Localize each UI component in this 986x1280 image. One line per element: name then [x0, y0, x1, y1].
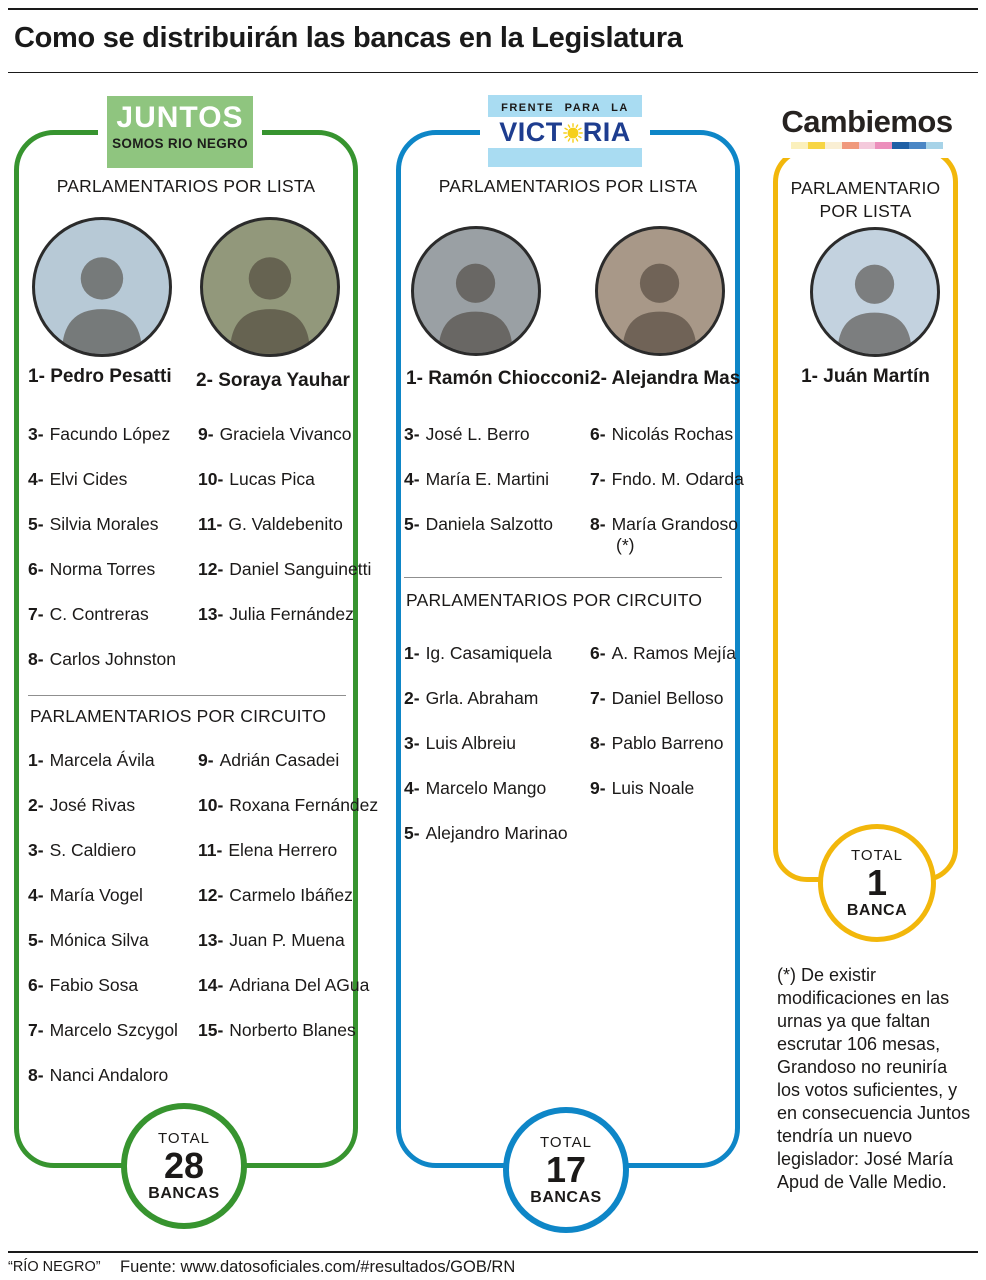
- title-rule: [8, 72, 978, 73]
- fpv-logo-word-right: RIA: [582, 117, 631, 147]
- legislator-entry: [28, 885, 198, 930]
- juntos-circuito-list: [28, 750, 378, 1110]
- legislator-entry: [404, 424, 590, 469]
- sun-icon: [563, 123, 583, 143]
- legislator-entry: [590, 643, 736, 688]
- legislator-number: 8-: [590, 733, 606, 753]
- legislator-entry: [28, 514, 198, 559]
- legislator-entry: [28, 469, 198, 514]
- legislator-name: Carmelo Ibáñez: [229, 885, 353, 905]
- person-silhouette-icon: [820, 245, 929, 354]
- legislator-name: Mónica Silva: [49, 930, 149, 950]
- legislator-number: 3-: [404, 733, 420, 753]
- legislator-number: 3-: [404, 424, 420, 444]
- fpv-lista-list: [404, 424, 744, 559]
- legislator-name: Daniela Salzotto: [425, 514, 554, 534]
- legislator-entry: [198, 930, 378, 975]
- total-value: 17: [545, 1148, 587, 1190]
- stripe-segment: [875, 142, 892, 149]
- legislator-name: Adriana Del AGua: [229, 975, 370, 995]
- juntos-circuito-header: PARLAMENTARIOS POR CIRCUITO: [30, 706, 327, 726]
- legislator-name: Juan P. Muena: [229, 930, 345, 950]
- legislator-number: 5-: [404, 823, 420, 843]
- photo-pedro-pesatti: [32, 217, 172, 357]
- legislator-entry: [28, 1020, 198, 1065]
- legislator-number: 15-: [198, 1020, 224, 1040]
- legislator-number: 1-: [28, 750, 44, 770]
- legislator-name: Carlos Johnston: [49, 649, 177, 669]
- cambiemos-color-stripe: [791, 142, 943, 149]
- juntos-logo-box: [107, 96, 253, 168]
- legislator-name: Elena Herrero: [228, 840, 338, 860]
- legislator-name: G. Valdebenito: [228, 514, 343, 534]
- legislator-number: 3-: [28, 840, 44, 860]
- legislator-number: 9-: [590, 778, 606, 798]
- legislator-name: Marcelo Mango: [425, 778, 547, 798]
- legislator-name: Pedro Pesatti: [50, 366, 172, 387]
- legislator-name: A. Ramos Mejía: [611, 643, 737, 663]
- total-label: TOTAL: [851, 846, 903, 864]
- total-value: 1: [866, 861, 888, 903]
- cambiemos-total-badge: [818, 824, 936, 942]
- juntos-lista-list: [28, 424, 371, 694]
- legislator-entry: [28, 930, 198, 975]
- fpv-circuito-header: PARLAMENTARIOS POR CIRCUITO: [406, 590, 703, 610]
- footer-rule: [8, 1251, 978, 1253]
- juntos-section-divider: [28, 695, 346, 696]
- fpv-lista-header: PARLAMENTARIOS POR LISTA: [438, 176, 698, 196]
- legislator-entry: [590, 778, 736, 823]
- legislator-entry: [590, 733, 736, 778]
- legislator-entry: [28, 649, 198, 694]
- legislator-number: 14-: [198, 975, 224, 995]
- juntos-total-badge: [121, 1103, 247, 1229]
- legislator-name: Ramón Chiocconi: [428, 368, 590, 389]
- legislator-entry: [404, 778, 590, 823]
- legislator-number: 4-: [28, 469, 44, 489]
- legislator-entry: [198, 559, 371, 604]
- juntos-logo: [98, 95, 262, 169]
- legislator-name: Silvia Morales: [49, 514, 159, 534]
- legislator-name: José L. Berro: [425, 424, 530, 444]
- legislator-name: María Grandoso: [611, 514, 739, 534]
- footnote: (*) De existir modificaciones en las urnas ya que faltan escrutar 106 mesas, Grandoso no reuniría los votos suficientes, y en consecuencia Juntos tendría un nuevo legislador: José María Apud de Valle Medio.: [777, 965, 971, 1192]
- total-label: TOTAL: [158, 1129, 210, 1147]
- stripe-segment: [892, 142, 909, 149]
- legislator-entry: [198, 1020, 378, 1065]
- legislator-entry: [404, 514, 590, 559]
- photo-soraya-yauhar: [200, 217, 340, 357]
- legislator-name: Soraya Yauhar: [218, 370, 350, 391]
- legislator-number: 1-: [404, 643, 420, 663]
- fpv-total-badge: [503, 1107, 629, 1233]
- fpv-logo-bottom-band: [488, 148, 642, 167]
- legislator-number: 2-: [404, 688, 420, 708]
- cambiemos-lista-header: PARLAMENTARIO POR LISTA: [790, 178, 941, 221]
- legislator-name: María E. Martini: [425, 469, 550, 489]
- legislator-number: 6-: [590, 643, 606, 663]
- credit-line: “RÍO NEGRO”: [8, 1259, 101, 1275]
- photo-juan-martin: [810, 227, 940, 357]
- legislator-number: 9-: [198, 750, 214, 770]
- legislator-entry: [198, 750, 378, 795]
- legislator-name: Marcela Ávila: [49, 750, 155, 770]
- legislator-number: 5-: [28, 930, 44, 950]
- juntos-logo-line2: SOMOS RIO NEGRO: [112, 136, 248, 151]
- legislator-name: Marcelo Szcygol: [49, 1020, 178, 1040]
- stripe-segment: [808, 142, 825, 149]
- legislator-entry: [198, 514, 371, 559]
- stripe-segment: [926, 142, 943, 149]
- legislator-entry: [28, 795, 198, 840]
- legislator-name: Daniel Sanguinetti: [229, 559, 372, 579]
- legislator-number: 13-: [198, 604, 224, 624]
- legislator-number: 11-: [198, 514, 223, 534]
- legislator-name: Ig. Casamiquela: [425, 643, 553, 663]
- legislator-entry: [590, 469, 744, 514]
- legislator-name: Lucas Pica: [229, 469, 315, 489]
- stripe-segment: [859, 142, 876, 149]
- legislator-name: Nicolás Rochas: [611, 424, 734, 444]
- legislator-name: Adrián Casadei: [219, 750, 340, 770]
- legislator-name: Alejandro Marinao: [425, 823, 568, 843]
- legislator-number: 1-: [28, 366, 45, 387]
- fpv-section-divider: [404, 577, 722, 578]
- total-value: 28: [163, 1144, 205, 1186]
- stripe-segment: [825, 142, 842, 149]
- person-silhouette-icon: [605, 244, 714, 353]
- legislator-number: 7-: [590, 469, 606, 489]
- legislator-name: Grla. Abraham: [425, 688, 539, 708]
- legislator-entry: [28, 750, 198, 795]
- photo-alejandra-mas: [595, 226, 725, 356]
- legislator-name: Norberto Blanes: [229, 1020, 356, 1040]
- legislator-name: Roxana Fernández: [229, 795, 379, 815]
- fpv-logo-word-left: VICT: [499, 117, 563, 147]
- legislator-entry: [404, 643, 590, 688]
- legislator-name: Luis Noale: [611, 778, 695, 798]
- total-label: TOTAL: [540, 1133, 592, 1151]
- legislator-name: María Vogel: [49, 885, 143, 905]
- legislator-name: Julia Fernández: [229, 604, 354, 624]
- legislator-entry: [198, 975, 378, 1020]
- person-silhouette-icon: [211, 236, 329, 354]
- legislator-number: 4-: [404, 469, 420, 489]
- legislator-name: Daniel Belloso: [611, 688, 724, 708]
- cambiemos-logo-box: [781, 105, 953, 149]
- legislator-number: 12-: [198, 885, 224, 905]
- legislator-name: Norma Torres: [49, 559, 156, 579]
- top-rule: [8, 8, 978, 10]
- legislator-number: 5-: [404, 514, 420, 534]
- legislator-name: Luis Albreiu: [425, 733, 517, 753]
- legislator-entry: [404, 469, 590, 514]
- legislator-entry: [28, 604, 198, 649]
- stripe-segment: [842, 142, 859, 149]
- legislator-number: 1-: [406, 368, 423, 389]
- legislator-number: 6-: [28, 559, 44, 579]
- legislator-entry: [28, 424, 198, 469]
- legislator-number: 8-: [590, 514, 606, 534]
- legislator-entry: [28, 975, 198, 1020]
- legislator-entry: [198, 604, 371, 649]
- legislator-entry: [590, 688, 736, 733]
- fpv-logo: [480, 94, 650, 168]
- legislator-number: 2-: [590, 368, 607, 389]
- legislator-number: 5-: [28, 514, 44, 534]
- legislator-number: 10-: [198, 469, 224, 489]
- legislator-number: 7-: [28, 1020, 44, 1040]
- legislator-number: 12-: [198, 559, 224, 579]
- total-unit: BANCAS: [530, 1188, 602, 1206]
- legislator-entry: [198, 840, 378, 885]
- legislator-entry: [198, 424, 371, 469]
- person-silhouette-icon: [421, 244, 530, 353]
- stripe-segment: [791, 142, 808, 149]
- legislator-entry: [404, 688, 590, 733]
- person-silhouette-icon: [43, 236, 161, 354]
- legislator-entry: [28, 840, 198, 885]
- legislator-number: 1-: [801, 366, 818, 387]
- legislator-name: S. Caldiero: [49, 840, 137, 860]
- source-line: Fuente: www.datosoficiales.com/#resultados/GOB/RN: [120, 1258, 516, 1276]
- legislator-name: Fndo. M. Odarda: [611, 469, 744, 489]
- legislator-number: 6-: [28, 975, 44, 995]
- legislator-name: Alejandra Mas: [611, 368, 741, 389]
- legislator-number: 7-: [28, 604, 44, 624]
- legislator-number: 2-: [196, 370, 213, 391]
- fpv-logo-top-line: FRENTE PARA LA: [488, 95, 642, 117]
- legislator-entry: [590, 424, 744, 469]
- legislator-number: 11-: [198, 840, 223, 860]
- legislator-entry: [404, 823, 590, 868]
- cambiemos-featured-1: [773, 366, 958, 388]
- legislator-number: 6-: [590, 424, 606, 444]
- fpv-logo-box: [488, 95, 642, 167]
- legislator-entry: [198, 795, 378, 840]
- legislator-entry: [28, 559, 198, 604]
- legislator-number: 8-: [28, 649, 44, 669]
- legislator-number: 13-: [198, 930, 224, 950]
- legislator-number: 2-: [28, 795, 44, 815]
- legislator-entry: [198, 885, 378, 930]
- legislator-name: Facundo López: [49, 424, 171, 444]
- photo-ramon-chiocconi: [411, 226, 541, 356]
- legislator-number: 4-: [28, 885, 44, 905]
- juntos-featured-2: [196, 370, 350, 392]
- legislator-name: Elvi Cides: [49, 469, 128, 489]
- fpv-featured-1: [406, 368, 590, 390]
- total-unit: BANCA: [846, 901, 908, 919]
- legislator-number: 10-: [198, 795, 224, 815]
- legislator-name: Graciela Vivanco: [219, 424, 352, 444]
- legislator-name: Nanci Andaloro: [49, 1065, 169, 1085]
- legislator-name: C. Contreras: [49, 604, 149, 624]
- legislator-entry: [198, 469, 371, 514]
- legislator-name: Juán Martín: [823, 366, 930, 387]
- legislator-number: 7-: [590, 688, 606, 708]
- fpv-circuito-list: [404, 643, 736, 868]
- fpv-featured-2: [590, 368, 740, 390]
- legislator-number: 3-: [28, 424, 44, 444]
- cambiemos-logo-text: Cambiemos: [781, 104, 953, 139]
- legislator-name: Fabio Sosa: [49, 975, 139, 995]
- juntos-featured-1: [28, 366, 172, 388]
- cambiemos-logo: [779, 96, 955, 158]
- legislator-number: 8-: [28, 1065, 44, 1085]
- footnote-mark: (*): [616, 535, 635, 555]
- juntos-lista-header: PARLAMENTARIOS POR LISTA: [56, 176, 316, 196]
- juntos-logo-line1: JUNTOS: [116, 101, 244, 134]
- legislator-entry: [404, 733, 590, 778]
- legislator-number: 4-: [404, 778, 420, 798]
- page-title: Como se distribuirán las bancas en la Legislatura: [14, 22, 683, 54]
- fpv-logo-word: [488, 117, 642, 148]
- legislator-name: Pablo Barreno: [611, 733, 724, 753]
- legislator-name: José Rivas: [49, 795, 136, 815]
- stripe-segment: [909, 142, 926, 149]
- legislator-entry: [590, 514, 744, 559]
- legislator-number: 9-: [198, 424, 214, 444]
- total-unit: BANCAS: [148, 1184, 220, 1202]
